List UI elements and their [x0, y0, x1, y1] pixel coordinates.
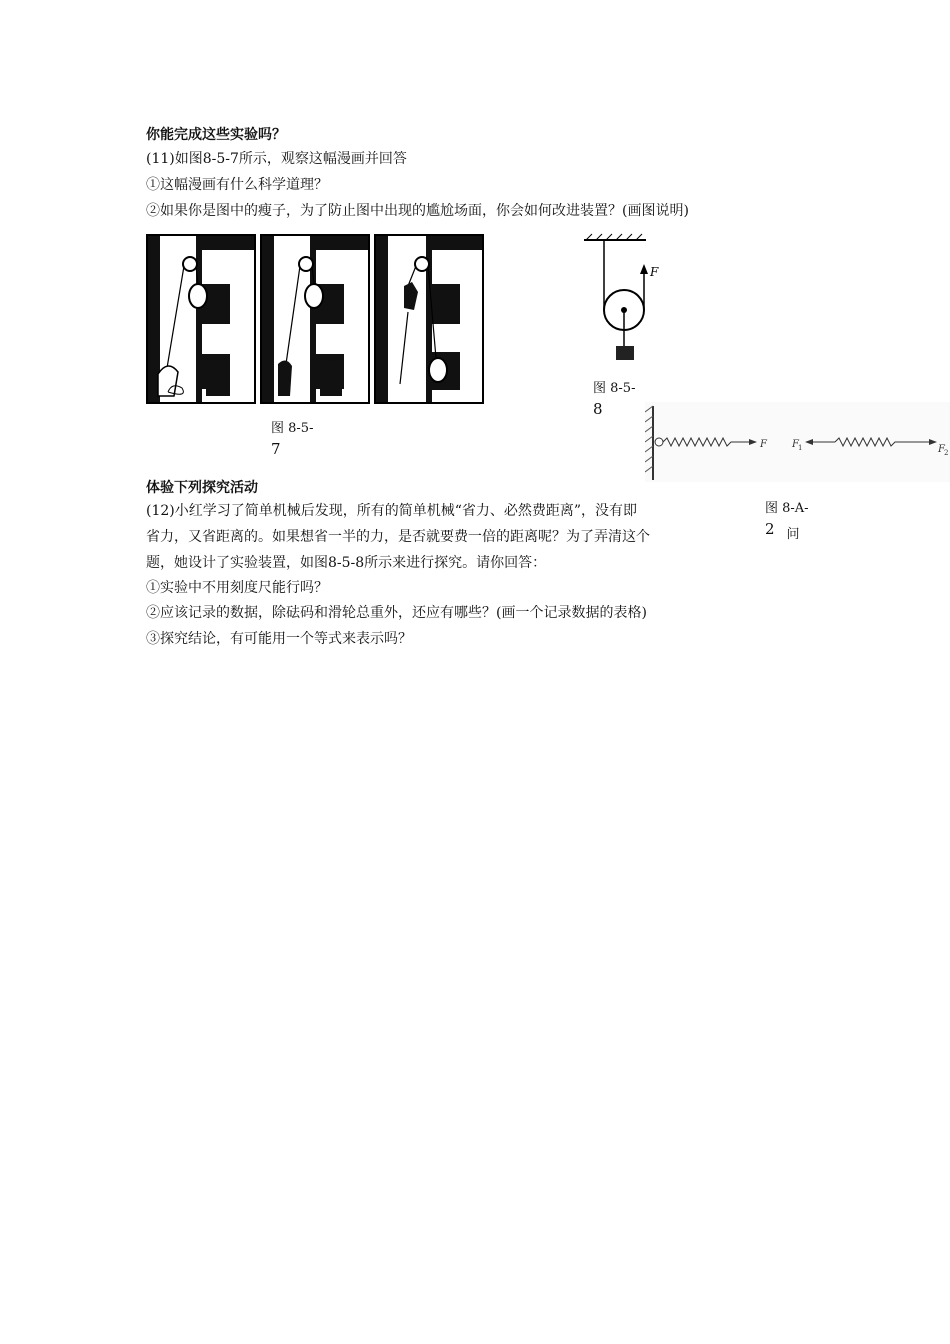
figure-8-5-8-force-label: F [650, 265, 659, 279]
question-11-part-a: ①这幅漫画有什么科学道理？ [146, 177, 328, 193]
figure-8-A-2-caption-line3: 问 [786, 527, 800, 542]
question-12-line-3: 题，她设计了实验装置，如图8-5-8所示来进行探究。请你回答： [146, 555, 547, 571]
figure-8-5-7-comic [146, 234, 486, 406]
figure-8-5-8-caption-line1: 图 8-5- [593, 381, 636, 396]
question-12-part-b: ②应该记录的数据，除砝码和滑轮总重外，还应有哪些？(画一个记录数据的表格) [146, 605, 647, 621]
figure-8-A-2-caption-line1: 图 8-A- [765, 501, 809, 516]
question-12-line-2: 省力，又省距离的。如果想省一半的力，是否就要费一倍的距离呢？为了弄清这个 [146, 529, 650, 545]
figure-8-A-2-caption-line2: 2 [765, 520, 775, 538]
figure-8-A-2-f1-label: F [792, 439, 799, 450]
figure-8-A-2-f2-sub: 2 [944, 449, 949, 457]
question-11-part-b: ②如果你是图中的瘦子，为了防止图中出现的尴尬场面，你会如何改进装置？(画图说明) [146, 203, 689, 219]
comic-panel-2 [261, 235, 369, 403]
question-12-line-1: (12)小红学习了简单机械后发现，所有的简单机械“省力、必然费距离”，没有即 [146, 503, 638, 519]
figure-8-A-2-f1-sub: 1 [798, 444, 803, 452]
figure-8-A-2-left-force-label: F [760, 439, 767, 450]
figure-8-A-2-caption [765, 499, 809, 545]
figure-8-A-2-springs [645, 402, 950, 482]
question-12-part-c: ③探究结论，有可能用一个等式来表示吗？ [146, 631, 412, 647]
figure-8-5-7-caption-line2: 7 [271, 440, 281, 458]
figure-8-5-7-caption [271, 419, 313, 459]
question-11-intro: (11)如图8-5-7所示，观察这幅漫画并回答 [146, 151, 407, 167]
figure-8-A-2-f2-label: F [938, 444, 945, 455]
question-12-part-a: ①实验中不用刻度尺能行吗？ [146, 580, 328, 596]
comic-panel-1 [147, 235, 255, 403]
section-heading-exploration: 体验下列探究活动 [146, 480, 258, 496]
section-heading-experiments: 你能完成这些实验吗？ [146, 127, 286, 143]
figure-8-5-7-caption-line1: 图 8-5- [271, 421, 314, 436]
figure-8-5-8-caption [593, 379, 635, 419]
figure-8-5-8-caption-line2: 8 [593, 400, 603, 418]
comic-panel-3 [375, 235, 483, 403]
figure-8-5-8-pulley [580, 232, 670, 372]
